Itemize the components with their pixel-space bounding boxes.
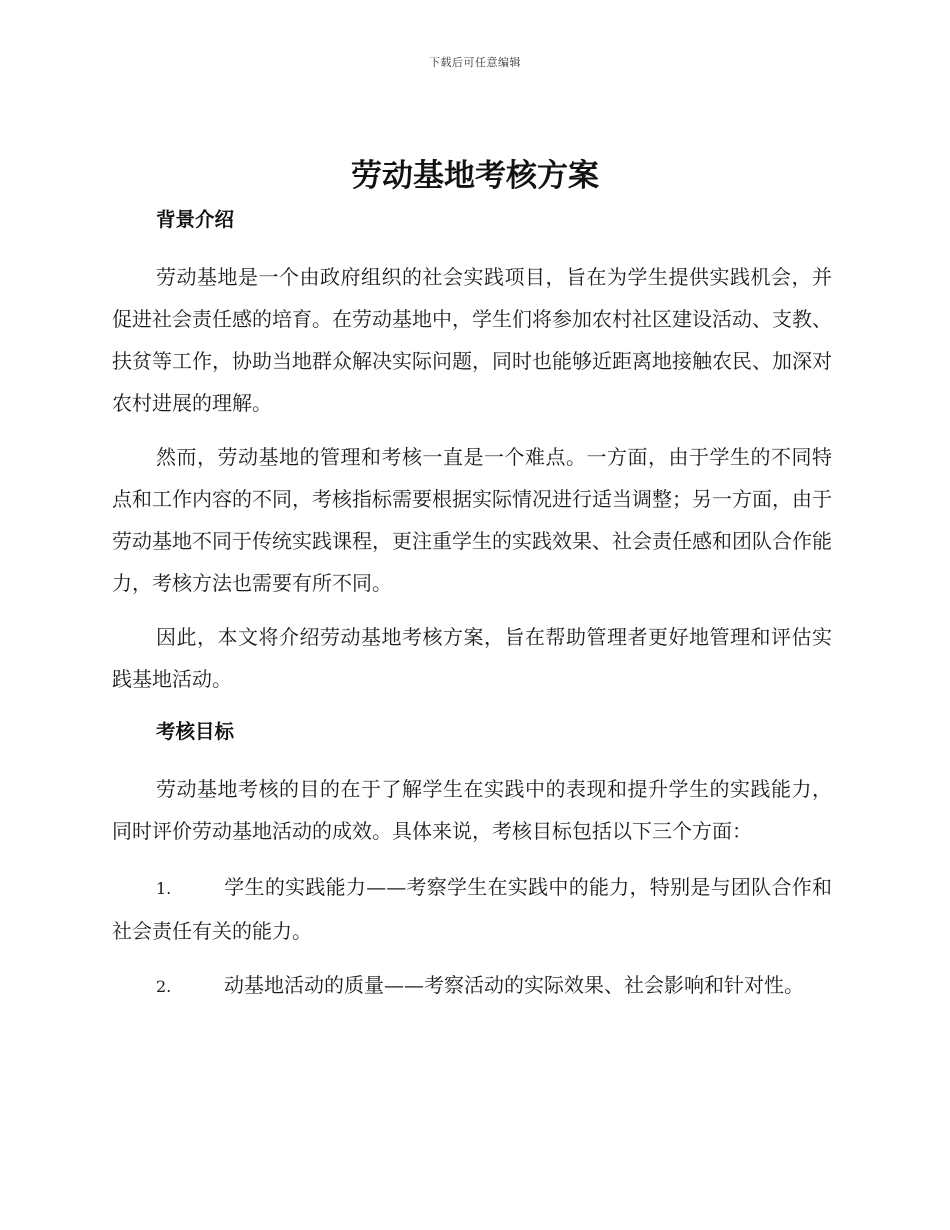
section-background xyxy=(112,202,832,700)
list-item-text: 动基地活动的质量——考察活动的实际效果、社会影响和针对性。 xyxy=(224,973,804,997)
section-goals xyxy=(112,714,832,1008)
paragraph: 因此，本文将介绍劳动基地考核方案，旨在帮助管理者更好地管理和评估实践基地活动。 xyxy=(112,625,832,691)
list-item-text: 学生的实践能力——考察学生在实践中的能力，特别是与团队合作和社会责任有关的能力。 xyxy=(112,875,832,943)
numbered-list-item xyxy=(112,866,832,952)
list-item-number: 2. xyxy=(156,977,172,996)
section-heading: 背景介绍 xyxy=(156,208,235,231)
paragraph: 然而，劳动基地的管理和考核一直是一个难点。一方面，由于学生的不同特点和工作内容的不同，考核指标需要根据实际情况进行适当调整；另一方面，由于劳动基地不同于传统实践课程，更注重学生的实践效果、社会责任感和团队合作能力，考核方法也需要有所不同。 xyxy=(112,445,832,595)
header-note: 下载后可任意编辑 xyxy=(429,56,521,69)
document-body xyxy=(112,202,832,1020)
section-heading: 考核目标 xyxy=(156,720,235,743)
paragraph: 劳动基地是一个由政府组织的社会实践项目，旨在为学生提供实践机会，并促进社会责任感的培育。在劳动基地中，学生们将参加农村社区建设活动、支教、扶贫等工作，协助当地群众解决实际问题，同时也能够近距离地接触农民、加深对农村进展的理解。 xyxy=(112,265,832,415)
numbered-list-item xyxy=(112,964,832,1008)
list-item-number: 1. xyxy=(156,879,172,898)
document-title: 劳动基地考核方案 xyxy=(351,158,599,194)
paragraph: 劳动基地考核的目的在于了解学生在实践中的表现和提升学生的实践能力，同时评价劳动基地活动的成效。具体来说，考核目标包括以下三个方面： xyxy=(112,777,832,843)
